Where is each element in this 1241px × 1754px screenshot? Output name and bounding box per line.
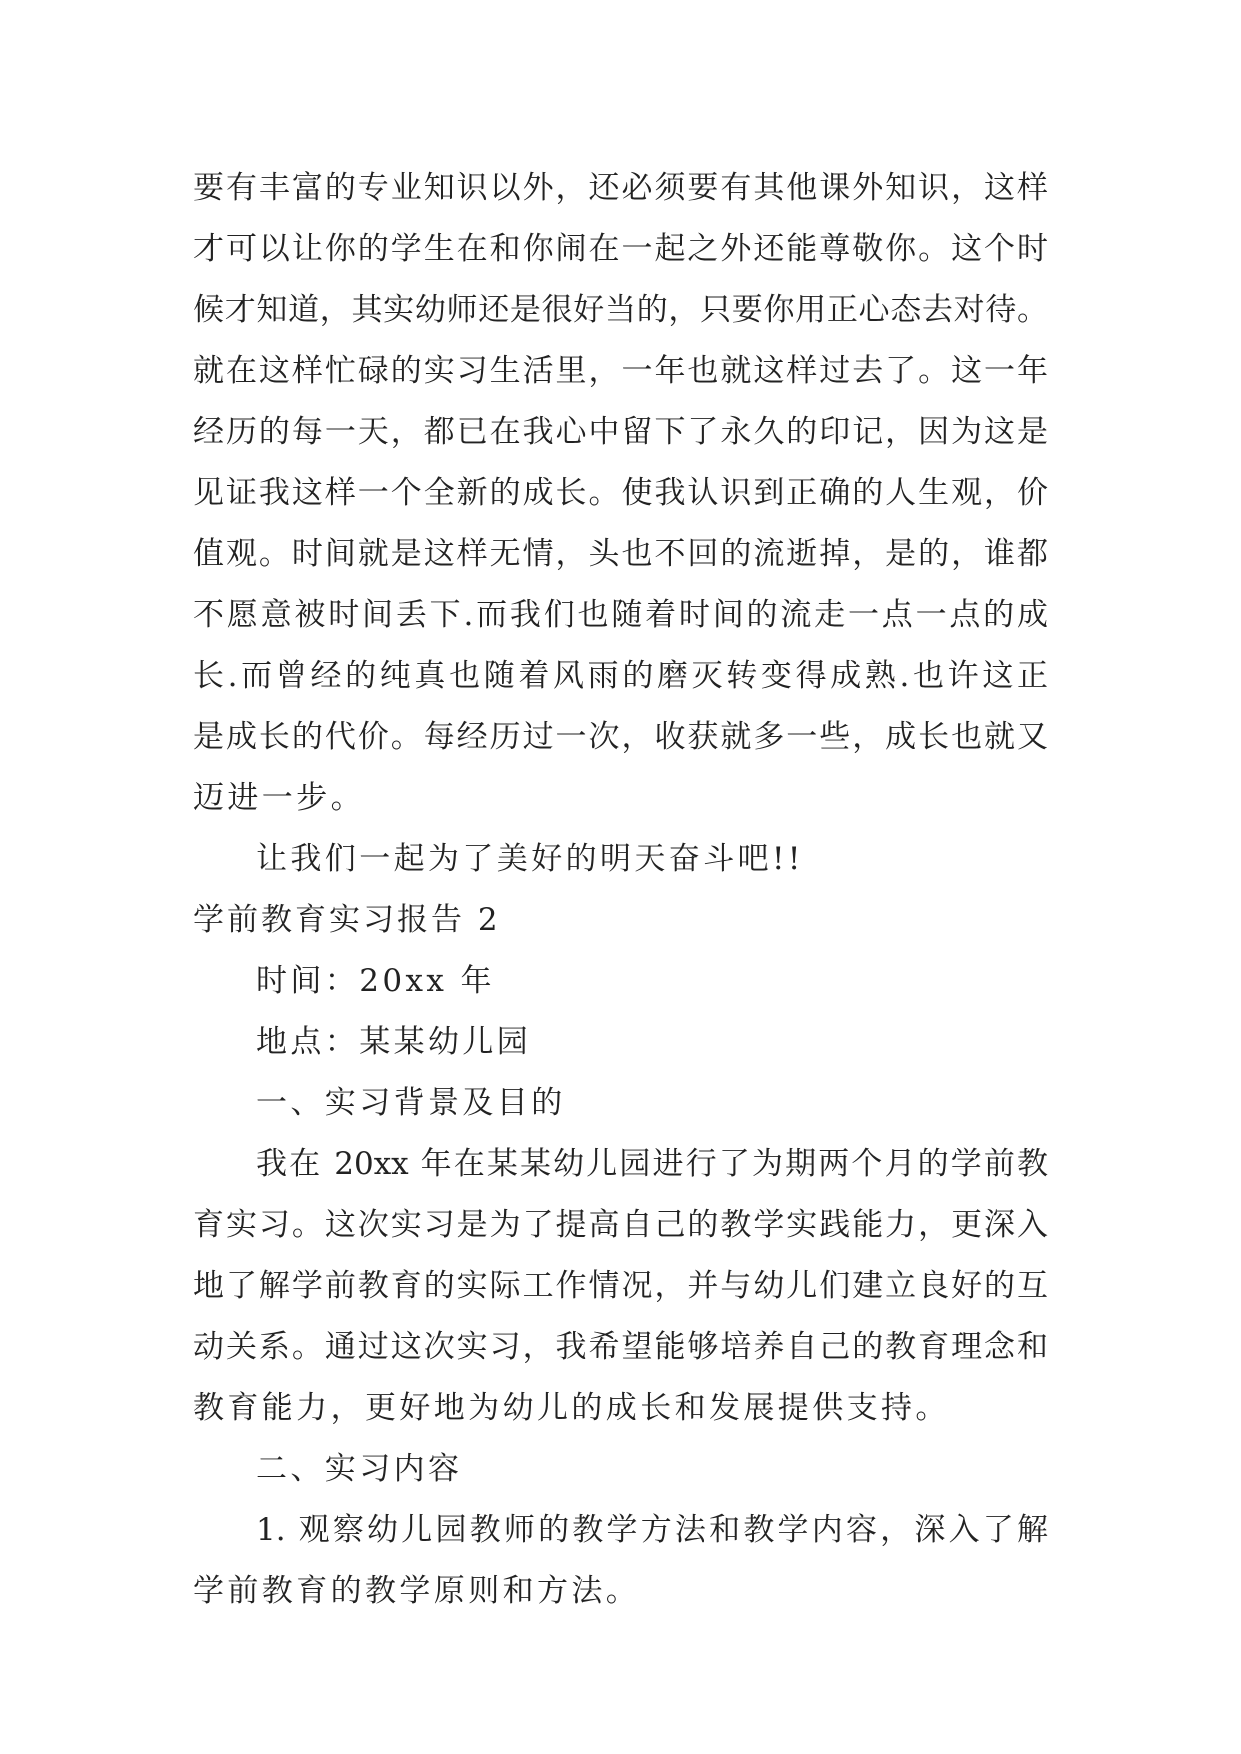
list-item-line: 1. 观察幼儿园教师的教学方法和教学内容，深入了解 [256,1512,1048,1548]
paragraph-line: 要有丰富的专业知识以外，还必须要有其他课外知识，这样 [193,170,1048,206]
closing-sentence: 让我们一起为了美好的明天奋斗吧!! [256,841,804,877]
paragraph-line: 不愿意被时间丢下.而我们也随着时间的流走一点一点的成 [193,597,1048,633]
paragraph-line: 就在这样忙碌的实习生活里，一年也就这样过去了。这一年 [193,353,1048,389]
paragraph-line: 迈进一步。 [193,780,365,816]
section-heading: 二、实习内容 [256,1451,463,1487]
paragraph-line: 才可以让你的学生在和你闹在一起之外还能尊敬你。这个时 [193,231,1048,267]
time-line: 时间：20xx 年 [256,963,495,999]
paragraph-line: 是成长的代价。每经历过一次，收获就多一些，成长也就又 [193,719,1048,755]
paragraph-line: 长.而曾经的纯真也随着风雨的磨灭转变得成熟.也许这正 [193,658,1048,694]
list-item-line: 学前教育的教学原则和方法。 [193,1573,641,1609]
paragraph-line: 我在 20xx 年在某某幼儿园进行了为期两个月的学前教 [256,1146,1048,1182]
location-line: 地点：某某幼儿园 [256,1024,532,1060]
paragraph-line: 育实习。这次实习是为了提高自己的教学实践能力，更深入 [193,1207,1048,1243]
paragraph-line: 见证我这样一个全新的成长。使我认识到正确的人生观，价 [193,475,1048,511]
paragraph-line: 教育能力，更好地为幼儿的成长和发展提供支持。 [193,1390,950,1426]
section-heading: 一、实习背景及目的 [256,1085,566,1121]
paragraph-line: 动关系。通过这次实习，我希望能够培养自己的教育理念和 [193,1329,1048,1365]
report-title: 学前教育实习报告 2 [193,902,501,938]
paragraph-line: 候才知道，其实幼师还是很好当的，只要你用正心态去对待。 [193,292,1048,328]
paragraph-line: 值观。时间就是这样无情，头也不回的流逝掉，是的，谁都 [193,536,1048,572]
paragraph-line: 经历的每一天，都已在我心中留下了永久的印记，因为这是 [193,414,1048,450]
paragraph-line: 地了解学前教育的实际工作情况，并与幼儿们建立良好的互 [193,1268,1048,1304]
document-page [193,158,1048,1622]
